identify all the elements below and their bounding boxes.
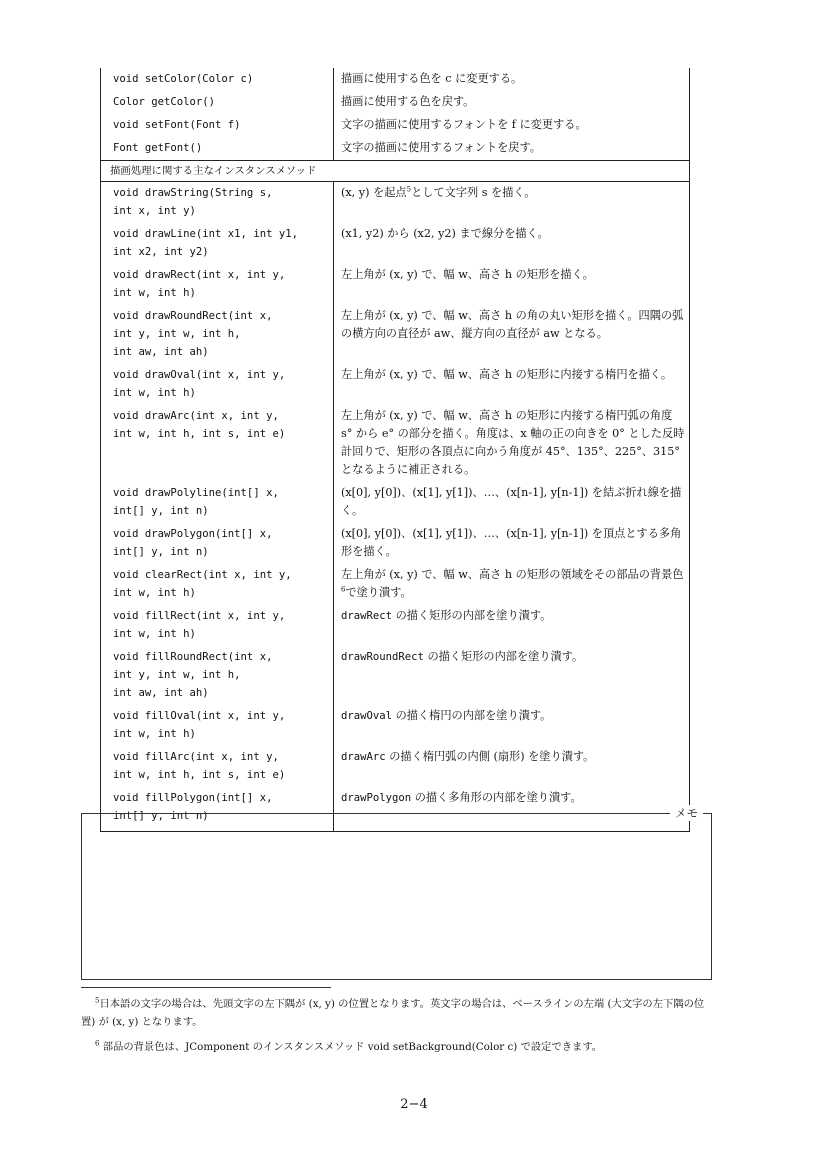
table-row — [101, 223, 690, 264]
method-description — [334, 746, 690, 787]
method-signature: void drawRect(int x, int y, int w, int h) — [101, 264, 334, 305]
method-description: 左上角が (x, y) で、幅 w、高さ h の矩形に内接する楕円弧の角度 s° から e° の部分を描く。角度は、x 軸の正の向きを 0° とした反時計回りで、矩形の各頂点に向かう角度が 45°、135°、225°、315° となるように補正される。 — [334, 405, 690, 482]
method-description: 文字の描画に使用するフォントを f に変更する。 — [334, 114, 690, 137]
method-description: 描画に使用する色を c に変更する。 — [334, 68, 690, 91]
method-signature: void fillRect(int x, int y, int w, int h) — [101, 605, 334, 646]
table-row — [101, 364, 690, 405]
description-text: (x, y) を起点 — [341, 186, 407, 199]
section-heading: 描画処理に関する主なインスタンスメソッド — [101, 161, 690, 182]
inline-code: drawArc — [341, 751, 386, 763]
method-signature: void setFont(Font f) — [101, 114, 334, 137]
method-signature: void drawRoundRect(int x, int y, int w, int h, int aw, int ah) — [101, 305, 334, 364]
method-signature: Color getColor() — [101, 91, 334, 114]
method-signature: void drawPolygon(int[] x, int[] y, int n) — [101, 523, 334, 564]
table-row — [101, 264, 690, 305]
table-row — [101, 746, 690, 787]
page-number: 2−4 — [400, 1097, 428, 1112]
method-signature: void drawLine(int x1, int y1, int x2, int y2) — [101, 223, 334, 264]
description-text: の描く矩形の内部を塗り潰す。 — [392, 609, 552, 622]
table-row — [101, 114, 690, 137]
method-signature: void fillOval(int x, int y, int w, int h) — [101, 705, 334, 746]
table-row — [101, 482, 690, 523]
method-description: 左上角が (x, y) で、幅 w、高さ h の矩形に内接する楕円を描く。 — [334, 364, 690, 405]
table-row — [101, 564, 690, 605]
table-row — [101, 68, 690, 91]
description-text: の描く楕円の内部を塗り潰す。 — [392, 709, 552, 722]
footnote-5 — [81, 995, 713, 1031]
method-description: (x1, y2) から (x2, y2) まで線分を描く。 — [334, 223, 690, 264]
method-signature: void setColor(Color c) — [101, 68, 334, 91]
footnote-text: 部品の背景色は、JComponent のインスタンスメソッド void setBackground(Color c) で設定できます。 — [99, 1041, 603, 1053]
method-signature: void fillArc(int x, int y, int w, int h, int s, int e) — [101, 746, 334, 787]
footnote-ref-5: 5 — [406, 185, 412, 194]
method-description: (x[0], y[0])、(x[1], y[1])、…、(x[n-1], y[n-1]) を結ぶ折れ線を描く。 — [334, 482, 690, 523]
inline-code: drawRect — [341, 610, 393, 622]
footnote-divider — [81, 987, 331, 988]
table-row — [101, 182, 690, 224]
table-row — [101, 646, 690, 705]
description-text: として文字列 s を描く。 — [411, 186, 536, 199]
method-signature: Font getFont() — [101, 137, 334, 161]
method-description — [334, 646, 690, 705]
method-signature: void fillRoundRect(int x, int y, int w, int h, int aw, int ah) — [101, 646, 334, 705]
table-row — [101, 91, 690, 114]
footnote-text: 日本語の文字の場合は、先頭文字の左下隅が (x, y) の位置となります。英文字の場合は、ベースラインの左端 (大文字の左下隅の位置) が (x, y) となります。 — [81, 998, 705, 1028]
table-row — [101, 605, 690, 646]
method-signature: void drawArc(int x, int y, int w, int h, int s, int e) — [101, 405, 334, 482]
footnote-number: 6 — [95, 1039, 100, 1048]
method-description: 描画に使用する色を戻す。 — [334, 91, 690, 114]
method-description: 左上角が (x, y) で、幅 w、高さ h の矩形を描く。 — [334, 264, 690, 305]
footnote-6 — [81, 1038, 713, 1056]
method-description — [334, 182, 690, 224]
method-description: 左上角が (x, y) で、幅 w、高さ h の角の丸い矩形を描く。四隅の弧の横方向の直径が aw、縦方向の直径が aw となる。 — [334, 305, 690, 364]
method-signature: void drawString(String s, int x, int y) — [101, 182, 334, 224]
method-signature: void clearRect(int x, int y, int w, int h) — [101, 564, 334, 605]
method-signature: void fillPolygon(int[] x, int[] y, int n) — [101, 787, 334, 832]
footnote-ref-6: 6 — [341, 585, 346, 594]
method-description — [334, 564, 690, 605]
table-row — [101, 405, 690, 482]
memo-label: メモ — [670, 805, 703, 821]
method-signature: void drawOval(int x, int y, int w, int h) — [101, 364, 334, 405]
description-text: の描く矩形の内部を塗り潰す。 — [423, 650, 584, 663]
table-row — [101, 305, 690, 364]
method-description — [334, 705, 690, 746]
inline-code: drawPolygon — [341, 792, 412, 804]
method-signature: void drawPolyline(int[] x, int[] y, int n) — [101, 482, 334, 523]
description-text: 左上角が (x, y) で、幅 w、高さ h の矩形の領域をその部品の背景色 — [341, 568, 684, 581]
description-text: で塗り潰す。 — [345, 586, 412, 599]
method-description: (x[0], y[0])、(x[1], y[1])、…、(x[n-1], y[n-1]) を頂点とする多角形を描く。 — [334, 523, 690, 564]
footnote-number: 5 — [95, 996, 100, 1005]
inline-code: drawRoundRect — [341, 651, 424, 663]
table-row — [101, 137, 690, 161]
table-row — [101, 705, 690, 746]
section-heading-row — [101, 161, 690, 182]
table-row — [101, 523, 690, 564]
inline-code: drawOval — [341, 710, 393, 722]
method-table — [100, 68, 690, 832]
method-description: 文字の描画に使用するフォントを戻す。 — [334, 137, 690, 161]
description-text: の描く多角形の内部を塗り潰す。 — [411, 791, 582, 804]
method-description — [334, 605, 690, 646]
description-text: の描く楕円弧の内側 (扇形) を塗り潰す。 — [385, 750, 595, 763]
